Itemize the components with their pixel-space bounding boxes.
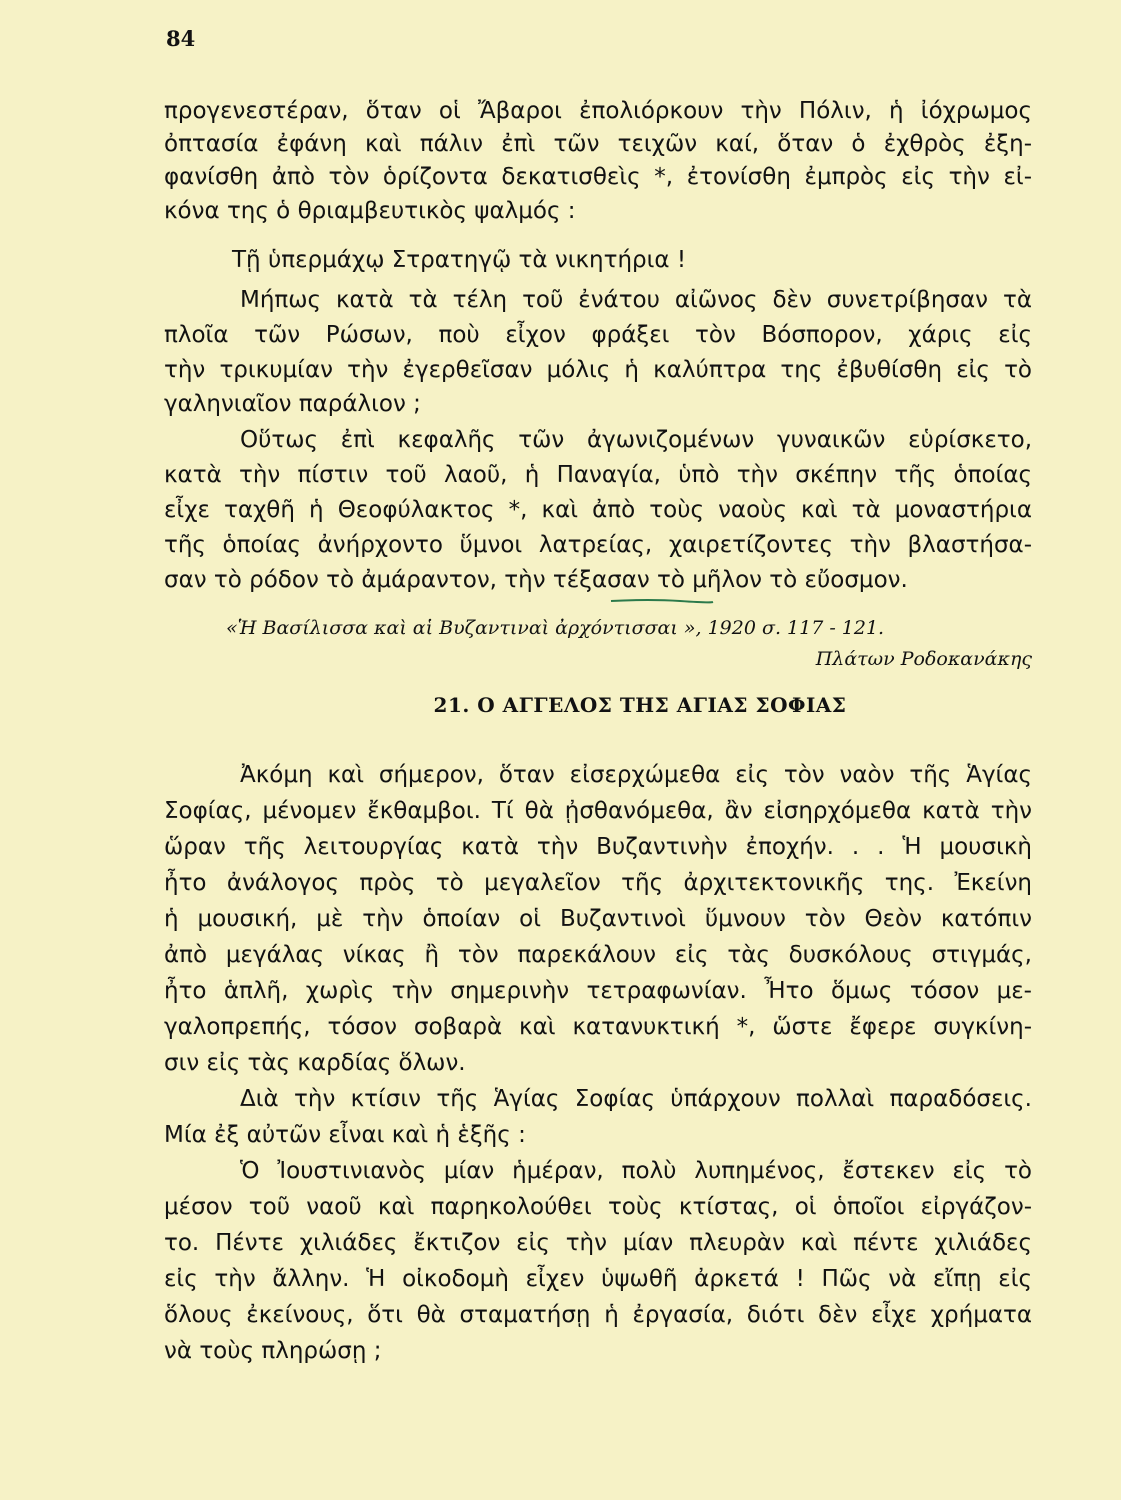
text-line: Διὰ τὴν κτίσιν τῆς Ἁγίας Σοφίας ὑπάρχουν πολλαὶ παραδόσεις.: [240, 1086, 1032, 1112]
text-line: κόνα της ὁ θριαμβευτικὸς ψαλμός :: [164, 198, 576, 224]
text-line: το. Πέντε χιλιάδες ἔκτιζον εἰς τὴν μίαν πλευρὰν καὶ πέντε χιλιάδες: [164, 1230, 1032, 1256]
text-line: γαλοπρεπής, τόσον σοβαρὰ καὶ κατανυκτική *, ὥστε ἔφερε συγκίνη-: [164, 1014, 1032, 1040]
text-line: ἡ μουσική, μὲ τὴν ὁποίαν οἱ Βυζαντινοὶ ὕμνουν τὸν Θεὸν κατόπιν: [164, 906, 1032, 932]
page-number: 84: [166, 26, 196, 51]
pen-underline: [610, 598, 714, 604]
text-line: προγενεστέραν, ὅταν οἱ Ἄβαροι ἐπολιόρκουν τὴν Πόλιν, ἡ ἰόχρωμος: [164, 98, 1032, 124]
text-line: ὅλους ἐκείνους, ὅτι θὰ σταματήσῃ ἡ ἐργασία, διότι δὲν εἶχε χρήματα: [164, 1302, 1032, 1328]
author-name: Πλάτων Ροδοκανάκης: [815, 648, 1032, 670]
text-line: φανίσθη ἀπὸ τὸν ὁρίζοντα δεκατισθεὶς *, ἐτονίσθη ἐμπρὸς εἰς τὴν εἰ-: [164, 164, 1032, 190]
text-line: ἦτο ἁπλῆ, χωρὶς τὴν σημερινὴν τετραφωνίαν. Ἦτο ὅμως τόσον με-: [164, 978, 1032, 1004]
source-citation: «Ἡ Βασίλισσα καὶ αἱ Βυζαντιναὶ ἀρχόντισσαι », 1920 σ. 117 - 121.: [226, 617, 885, 639]
text-line: νὰ τοὺς πληρώσῃ ;: [164, 1338, 382, 1364]
text-line: ἀπὸ μεγάλας νίκας ἢ τὸν παρεκάλουν εἰς τὰς δυσκόλους στιγμάς,: [164, 942, 1032, 968]
text-line: μέσον τοῦ ναοῦ καὶ παρηκολούθει τοὺς κτίστας, οἱ ὁποῖοι εἰργάζον-: [164, 1194, 1032, 1220]
text-line: πλοῖα τῶν Ρώσων, ποὺ εἶχον φράξει τὸν Βόσπορον, χάρις εἰς: [164, 322, 1032, 348]
text-line: σιν εἰς τὰς καρδίας ὅλων.: [164, 1050, 466, 1076]
text-line: τὴν τρικυμίαν τὴν ἐγερθεῖσαν μόλις ἡ καλύπτρα της ἐβυθίσθη εἰς τὸ: [164, 357, 1032, 383]
text-line: ἦτο ἀνάλογος πρὸς τὸ μεγαλεῖον τῆς ἀρχιτεκτονικῆς της. Ἐκείνη: [164, 870, 1032, 896]
text-line: κατὰ τὴν πίστιν τοῦ λαοῦ, ἡ Παναγία, ὑπὸ τὴν σκέπην τῆς ὁποίας: [164, 462, 1032, 488]
text-line: Σοφίας, μένομεν ἔκθαμβοι. Τί θὰ ᾐσθανόμεθα, ἂν εἰσηρχόμεθα κατὰ τὴν: [164, 798, 1032, 824]
text-line: ὥραν τῆς λειτουργίας κατὰ τὴν Βυζαντινὴν ἐποχήν. . . Ἡ μουσικὴ: [164, 834, 1032, 860]
text-line: Μία ἐξ αὐτῶν εἶναι καὶ ἡ ἑξῆς :: [164, 1122, 526, 1148]
section-heading: 21. Ο ΑΓΓΕΛΟΣ ΤΗΣ ΑΓΙΑΣ ΣΟΦΙΑΣ: [433, 693, 847, 717]
text-line: Μήπως κατὰ τὰ τέλη τοῦ ἐνάτου αἰῶνος δὲν συνετρίβησαν τὰ: [240, 287, 1032, 313]
text-line: Ἀκόμη καὶ σήμερον, ὅταν εἰσερχώμεθα εἰς τὸν ναὸν τῆς Ἁγίας: [240, 762, 1032, 788]
text-line: εἰς τὴν ἄλλην. Ἡ οἰκοδομὴ εἶχεν ὑψωθῆ ἀρκετά ! Πῶς νὰ εἴπῃ εἰς: [164, 1266, 1032, 1292]
text-line: Ὁ Ἰουστινιανὸς μίαν ἡμέραν, πολὺ λυπημένος, ἔστεκεν εἰς τὸ: [240, 1158, 1032, 1184]
text-line: γαληνιαῖον παράλιον ;: [164, 391, 421, 417]
text-line: εἶχε ταχθῆ ἡ Θεοφύλακτος *, καὶ ἀπὸ τοὺς ναοὺς καὶ τὰ μοναστήρια: [164, 497, 1032, 523]
text-line: ὀπτασία ἐφάνη καὶ πάλιν ἐπὶ τῶν τειχῶν καί, ὅταν ὁ ἐχθρὸς ἐξη-: [164, 131, 1032, 157]
text-line: Οὕτως ἐπὶ κεφαλῆς τῶν ἀγωνιζομένων γυναικῶν εὑρίσκετο,: [240, 427, 1032, 453]
hymn-line: Τῇ ὑπερμάχῳ Στρατηγῷ τὰ νικητήρια !: [232, 247, 687, 273]
text-line: σαν τὸ ρόδον τὸ ἀμάραντον, τὴν τέξασαν τὸ μῆλον τὸ εὔοσμον.: [164, 567, 908, 593]
text-line: τῆς ὁποίας ἀνήρχοντο ὕμνοι λατρείας, χαιρετίζοντες τὴν βλαστήσα-: [164, 532, 1032, 558]
